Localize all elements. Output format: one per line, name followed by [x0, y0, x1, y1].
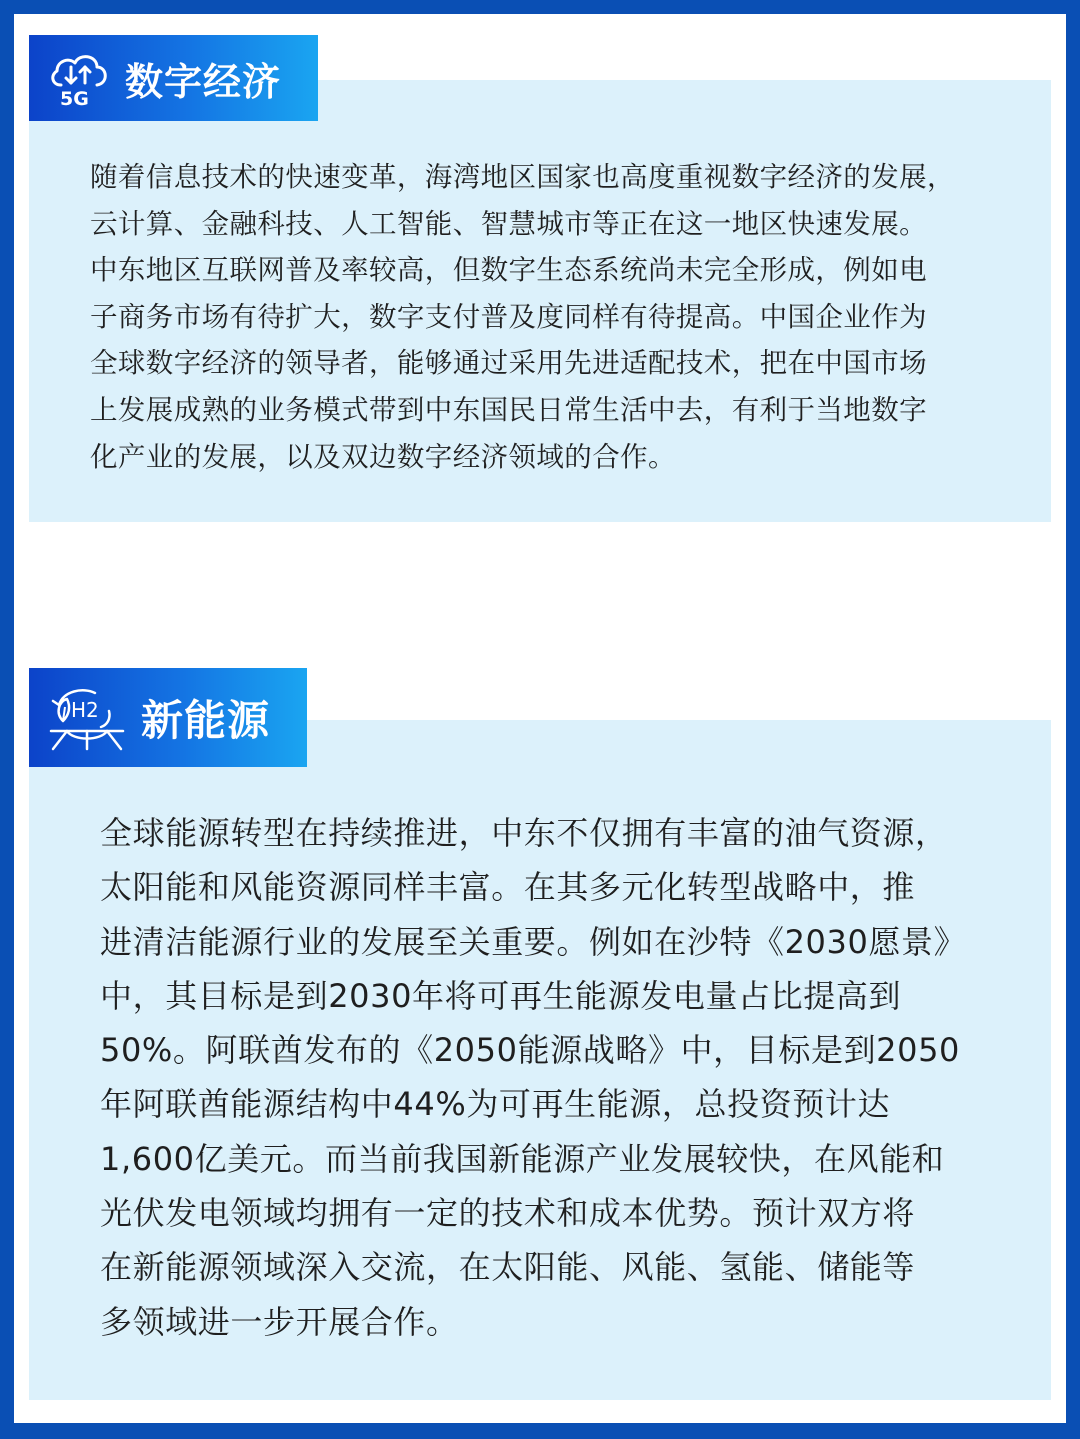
page-card [14, 14, 1066, 1423]
hydrogen-energy-icon [49, 685, 125, 751]
new-energy-header [29, 668, 307, 767]
svg-text:5G: 5G [60, 88, 89, 107]
cloud-5g-icon [47, 49, 111, 107]
section-title: 新能源 [141, 695, 271, 745]
digital-economy-header [29, 35, 318, 121]
digital-economy-text: 随着信息技术的快速变革，海湾地区国家也高度重视数字经济的发展， 云计算、金融科技、人工智能、智慧城市等正在这一地区快速发展。 中东地区互联网普及率较高，但数字生态系统尚未完全形成，例如电 子商务市场有待扩大，数字支付普及度同样有待提高。中国企业作为 全球数字经济的领导者，能够通过采用先进适配技术，把在中国市场 上发展成熟的业务模式带到中东国民日常生活中去，有利于当地数字 化产业的发展，以及双边数字经济领域的合作。 [90, 161, 955, 473]
section-title: 数字经济 [125, 59, 282, 104]
svg-text:H2: H2 [71, 697, 99, 722]
new-energy-text: 全球能源转型在持续推进，中东不仅拥有丰富的油气资源， 太阳能和风能资源同样丰富。在其多元化转型战略中，推 进清洁能源行业的发展至关重要。例如在沙特《2030愿景》 中，其目标是到2030年将可再生能源发电量占比提高到 50%。阿联酋发布的《2050能源战略》中，目标是到2050 年阿联酋能源结构中44%为可再生能源，总投资预计达 1,600亿美元。而当前我国新能源产业发展较快，在风能和 光伏发电领域均拥有一定的技术和成本优势。预计双方将 在新能源领域深入交流，在太阳能、风能、氢能、储能等 多领域进一步开展合作。 [100, 814, 967, 1341]
